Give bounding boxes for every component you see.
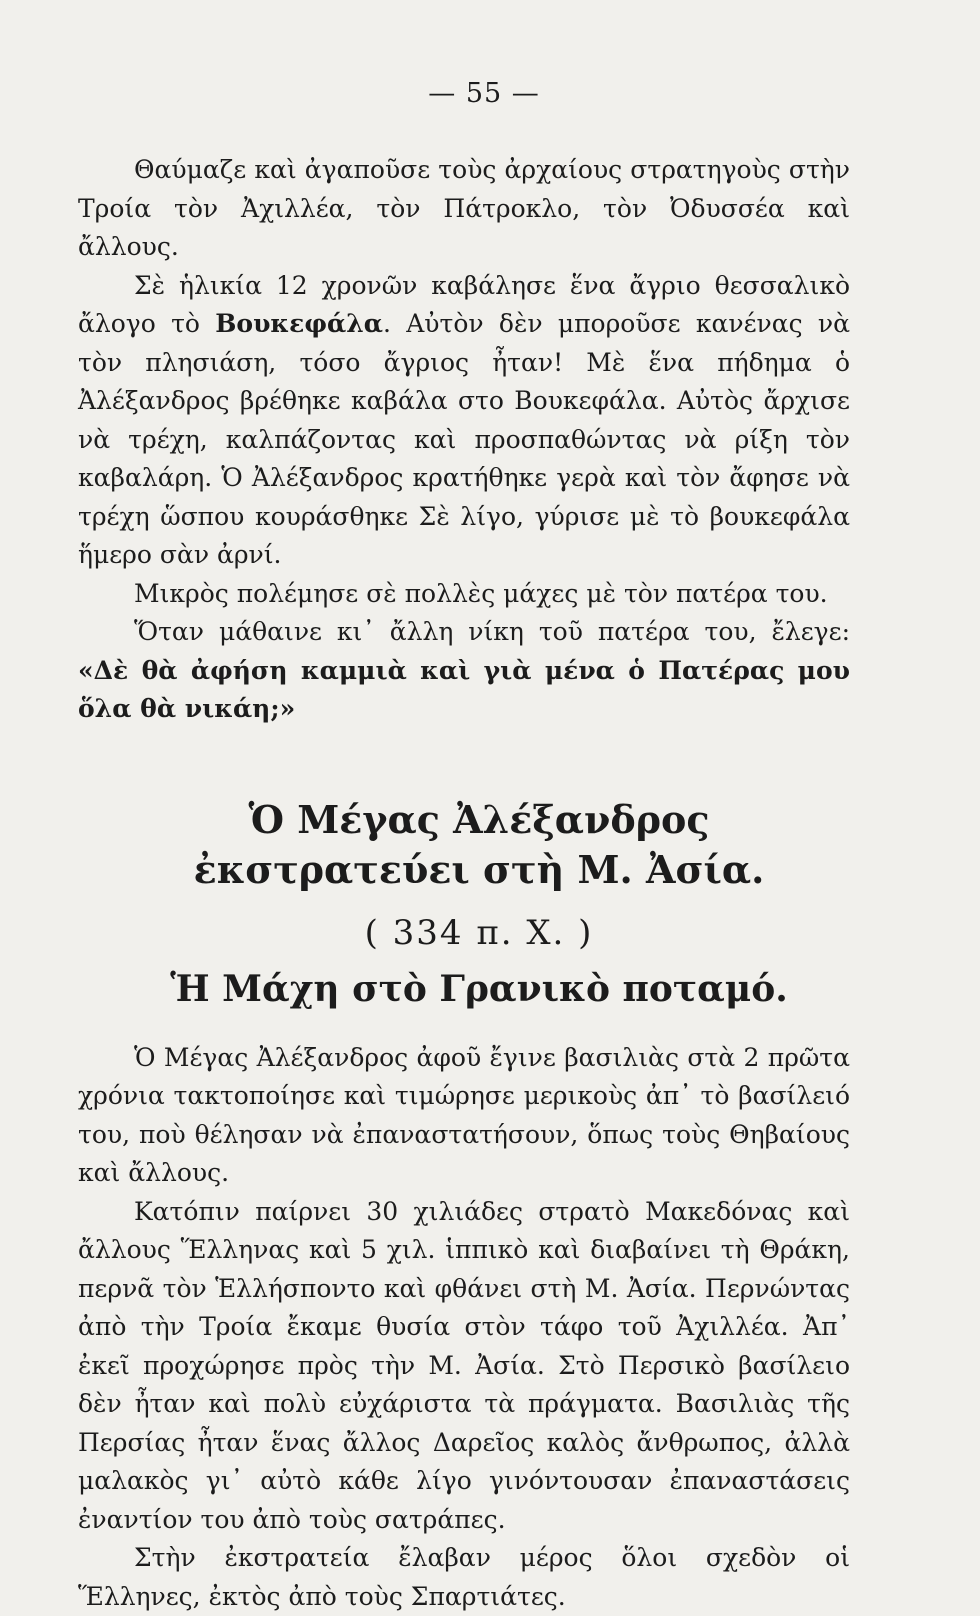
section-subtitle: Ἡ Μάχη στὸ Γρανικὸ ποταμό.	[170, 967, 788, 1010]
intro-paragraph-quote	[78, 613, 850, 729]
page-number: — 55 —	[428, 78, 540, 109]
boukephalas-text-after: . Αὐτὸν δὲν μποροῦσε κανένας νὰ τὸν πλησιάση, τόσο ἄγριος ἦταν! Μὲ ἕνα πήδημα ὁ Ἀλέξανδρος βρέθηκε καβάλα στο Βουκεφάλα. Αὐτὸς ἄρχισε νὰ τρέχη, καλπάζοντας καὶ προσπαθώντας νὰ ρίξη τὸν καβαλάρη. Ὁ Ἀλέξανδρος κρατήθηκε γερὰ καὶ τὸν ἄφησε νὰ τρέχη ὥσπου κουράσθηκε Σὲ λίγο, γύρισε μὲ τὸ βουκεφάλα ἥμερο σὰν ἀρνί.	[78, 309, 850, 569]
boukephalas-text-before: Σὲ ἡλικία 12 χρονῶν καβάλησε ἕνα ἄγριο θεσσαλικὸ ἄλογο τὸ	[78, 270, 850, 338]
section-title-line-2: ἐκστρατεύει στὴ Μ. Ἀσία.	[193, 846, 765, 892]
intro-paragraph-battles: Μικρὸς πολέμησε σὲ πολλὲς μάχες μὲ τὸν πατέρα του.	[134, 578, 828, 608]
body-paragraph-participants: Στὴν ἐκστρατεία ἔλαβαν μέρος ὅλοι σχεδὸν οἱ Ἕλληνες, ἐκτὸς ἀπὸ τοὺς Σπαρτιάτες.	[78, 1543, 850, 1611]
boukephalas-name: Βουκεφάλα	[215, 309, 383, 338]
intro-paragraph-heroes: Θαύμαζε καὶ ἀγαποῦσε τοὺς ἀρχαίους στρατηγοὺς στὴν Τροία τὸν Ἀχιλλέα, τὸν Πάτροκλο, τὸν Ὀδυσσέα καὶ ἄλλους.	[78, 155, 850, 261]
intro-paragraph-boukephalas	[78, 267, 850, 575]
body-paragraph-campaign: Κατόπιν παίρνει 30 χιλιάδες στρατὸ Μακεδόνας καὶ ἄλλους Ἕλληνας καὶ 5 χιλ. ἱππικὸ καὶ διαβαίνει τὴ Θράκη, περνᾶ τὸν Ἑλλήσποντο καὶ φθάνει στὴ Μ. Ἀσία. Περνώντας ἀπὸ τὴν Τροία ἔκαμε θυσία στὸν τάφο τοῦ Ἀχιλλέα. Ἀπ᾿ ἐκεῖ προχώρησε πρὸς τὴν Μ. Ἀσία. Στὸ Περσικὸ βασίλειο δὲν ἦταν καὶ πολὺ εὐχάριστα τὰ πράγματα. Βασιλιὰς τῆς Περσίας ἦταν ἕνας ἄλλος Δαρεῖος καλὸς ἄνθρωπος, ἀλλὰ μαλακὸς γι᾿ αὐτὸ κάθε λίγο γινόντουσαν ἐπαναστάσεις ἐναντίον του ἀπὸ τοὺς σατράπες.	[78, 1196, 850, 1534]
body-paragraph-kingship: Ὁ Μέγας Ἀλέξανδρος ἀφοῦ ἔγινε βασιλιὰς στὰ 2 πρῶτα χρόνια τακτοποίησε καὶ τιμώρησε μερικοὺς ἀπ᾿ τὸ βασίλειό του, ποὺ θέλησαν νὰ ἐπαναστατήσουν, ὅπως τοὺς Θηβαίους καὶ ἄλλους.	[78, 1042, 850, 1187]
section-title-line-1: Ὁ Μέγας Ἀλέξανδρος	[248, 796, 710, 842]
alexander-quote: «Δὲ θὰ ἀφήση καμμιὰ καὶ γιὰ μένα ὁ Πατέρας μου ὅλα θὰ νικάη;»	[78, 655, 850, 723]
section-date: ( 334 π. Χ. )	[364, 912, 594, 953]
quote-lead-text: Ὅταν μάθαινε κι᾿ ἄλλη νίκη τοῦ πατέρα του, ἔλεγε:	[134, 617, 850, 646]
